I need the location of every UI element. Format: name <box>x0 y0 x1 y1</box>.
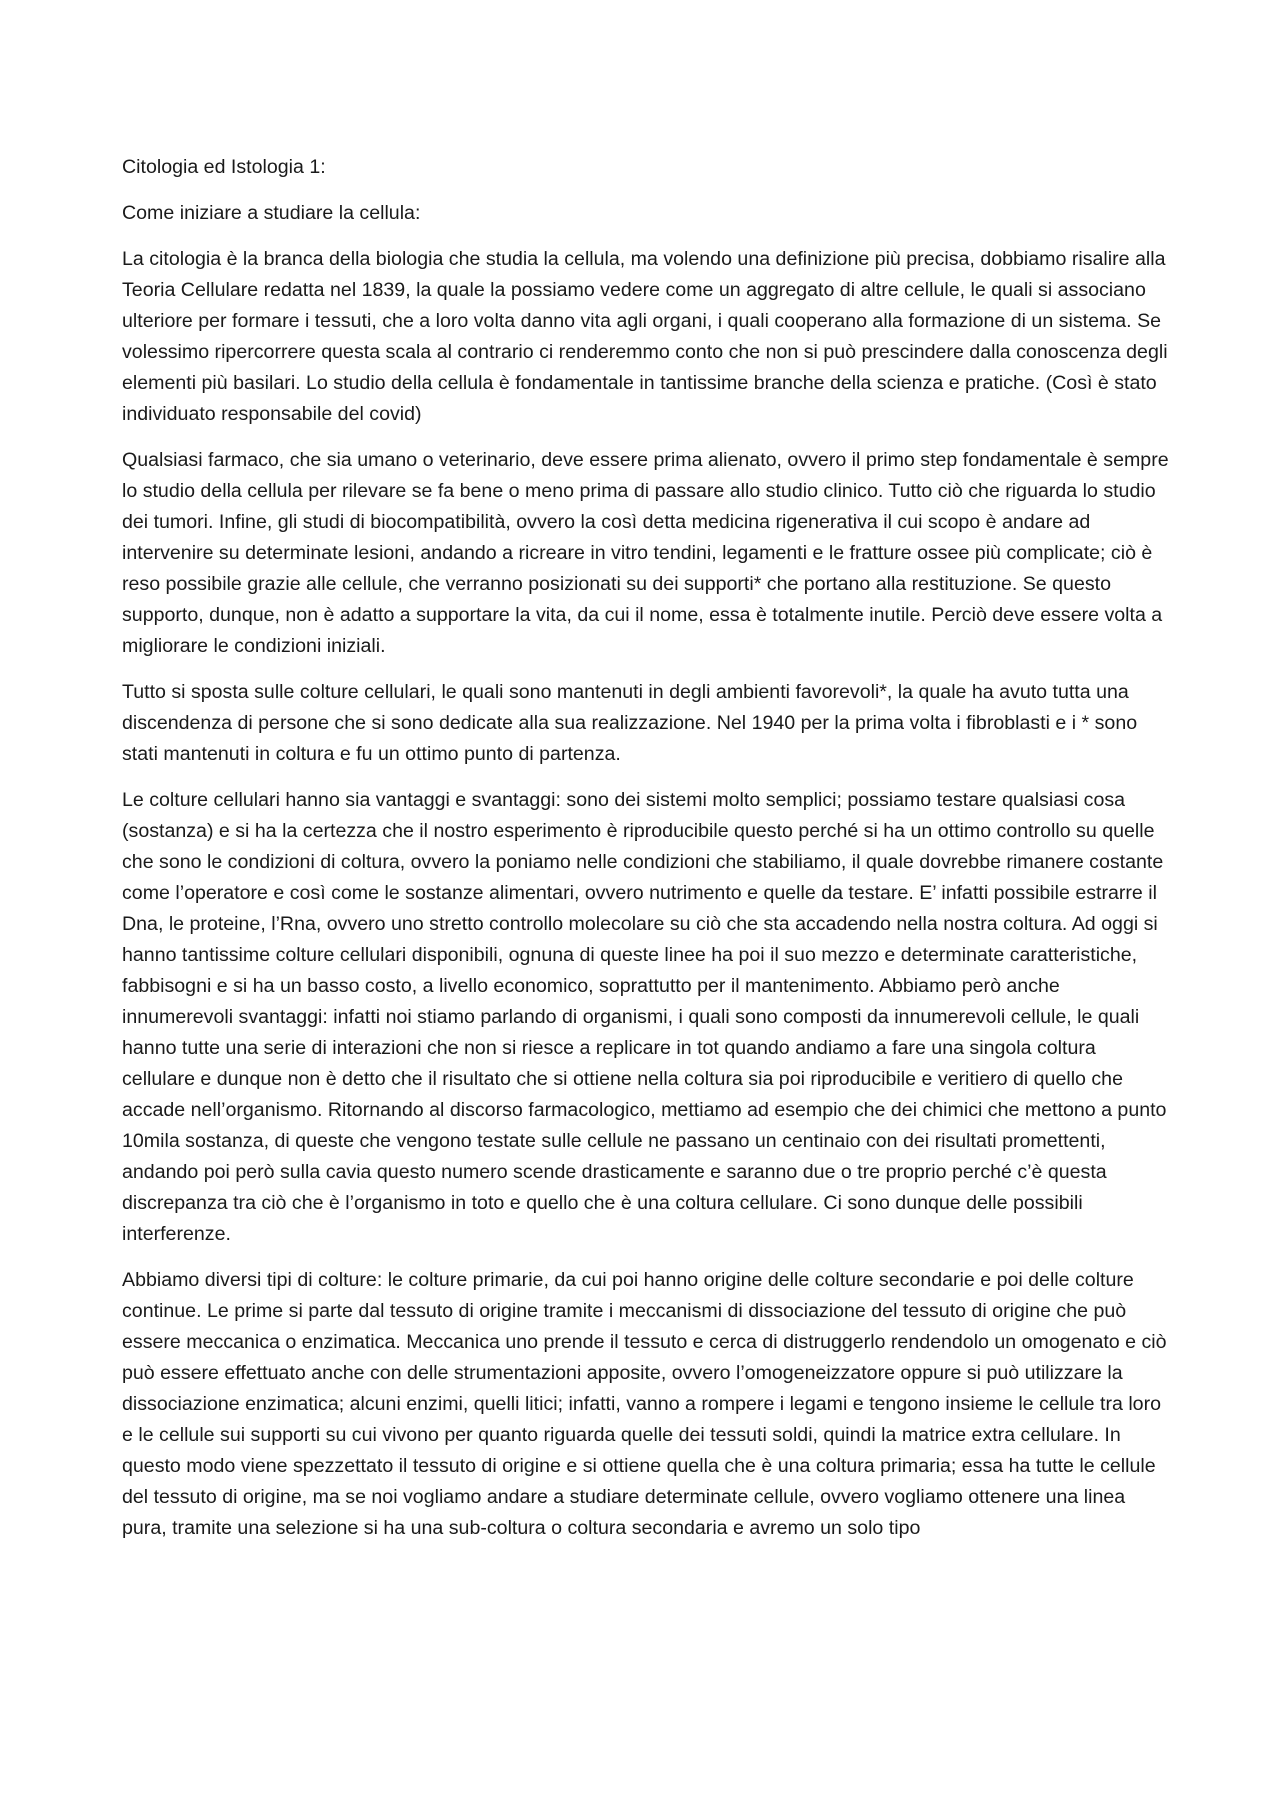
paragraph: La citologia è la branca della biologia che studia la cellula, ma volendo una definizione più precisa, dobbiamo risalire alla Teoria Cellulare redatta nel 1839, la quale la possiamo vedere come un aggregato di altre cellule, le quali si associano ulteriore per formare i tessuti, che a loro volta danno vita agli organi, i quali cooperano alla formazione di un sistema. Se volessimo ripercorrere questa scala al contrario ci renderemmo conto che non si può prescindere dalla conoscenza degli elementi più basilari. Lo studio della cellula è fondamentale in tantissime branche della scienza e pratiche. (Così è stato individuato responsabile del covid) <box>122 248 1168 425</box>
paragraph: Qualsiasi farmaco, che sia umano o veterinario, deve essere prima alienato, ovvero il primo step fondamentale è sempre lo studio della cellula per rilevare se fa bene o meno prima di passare allo studio clinico. Tutto ciò che riguarda lo studio dei tumori. Infine, gli studi di biocompatibilità, ovvero la così detta medicina rigenerativa il cui scopo è andare ad intervenire su determinate lesioni, andando a ricreare in vitro tendini, legamenti e le fratture ossee più complicate; ciò è reso possibile grazie alle cellule, che verranno posizionati su dei supporti* che portano alla restituzione. Se questo supporto, dunque, non è adatto a supportare la vita, da cui il nome, essa è totalmente inutile. Perciò deve essere volta a migliorare le condizioni iniziali. <box>122 449 1169 657</box>
section-heading: Come iniziare a studiare la cellula: <box>122 202 421 224</box>
document-title: Citologia ed Istologia 1: <box>122 156 326 178</box>
document-body <box>122 152 1172 1559</box>
paragraph: Le colture cellulari hanno sia vantaggi e svantaggi: sono dei sistemi molto semplici; possiamo testare qualsiasi cosa (sostanza) e si ha la certezza che il nostro esperimento è riproducibile questo perché si ha un ottimo controllo su quelle che sono le condizioni di coltura, ovvero la poniamo nelle condizioni che stabiliamo, il quale dovrebbe rimanere costante come l’operatore e così come le sostanze alimentari, ovvero nutrimento e quelle da testare. E’ infatti possibile estrarre il Dna, le proteine, l’Rna, ovvero uno stretto controllo molecolare su ciò che sta accadendo nella nostra coltura. Ad oggi si hanno tantissime colture cellulari disponibili, ognuna di queste linee ha poi il suo mezzo e determinate caratteristiche, fabbisogni e si ha un basso costo, a livello economico, soprattutto per il mantenimento. Abbiamo però anche innumerevoli svantaggi: infatti noi stiamo parlando di organismi, i quali sono composti da innumerevoli cellule, le quali hanno tutte una serie di interazioni che non si riesce a replicare in tot quando andiamo a fare una singola coltura cellulare e dunque non è detto che il risultato che si ottiene nella coltura sia poi riproducibile e veritiero di quello che accade nell’organismo. Ritornando al discorso farmacologico, mettiamo ad esempio che dei chimici che mettono a punto 10mila sostanza, di queste che vengono testate sulle cellule ne passano un centinaio con dei risultati promettenti, andando poi però sulla cavia questo numero scende drasticamente e saranno due o tre proprio perché c’è questa discrepanza tra ciò che è l’organismo in toto e quello che è una coltura cellulare. Ci sono dunque delle possibili interferenze. <box>122 789 1167 1245</box>
paragraph: Tutto si sposta sulle colture cellulari, le quali sono mantenuti in degli ambienti favorevoli*, la quale ha avuto tutta una discendenza di persone che si sono dedicate alla sua realizzazione. Nel 1940 per la prima volta i fibroblasti e i * sono stati mantenuti in coltura e fu un ottimo punto di partenza. <box>122 681 1138 765</box>
paragraph: Abbiamo diversi tipi di colture: le colture primarie, da cui poi hanno origine delle colture secondarie e poi delle colture continue. Le prime si parte dal tessuto di origine tramite i meccanismi di dissociazione del tessuto di origine che può essere meccanica o enzimatica. Meccanica uno prende il tessuto e cerca di distruggerlo rendendolo un omogenato e ciò può essere effettuato anche con delle strumentazioni apposite, ovvero l’omogeneizzatore oppure si può utilizzare la dissociazione enzimatica; alcuni enzimi, quelli litici; infatti, vanno a rompere i legami e tengono insieme le cellule tra loro e le cellule sui supporti su cui vivono per quanto riguarda quelle dei tessuti soldi, quindi la matrice extra cellulare. In questo modo viene spezzettato il tessuto di origine e si ottiene quella che è una coltura primaria; essa ha tutte le cellule del tessuto di origine, ma se noi vogliamo andare a studiare determinate cellule, ovvero vogliamo ottenere una linea pura, tramite una selezione si ha una sub-coltura o coltura secondaria e avremo un solo tipo <box>122 1269 1167 1539</box>
